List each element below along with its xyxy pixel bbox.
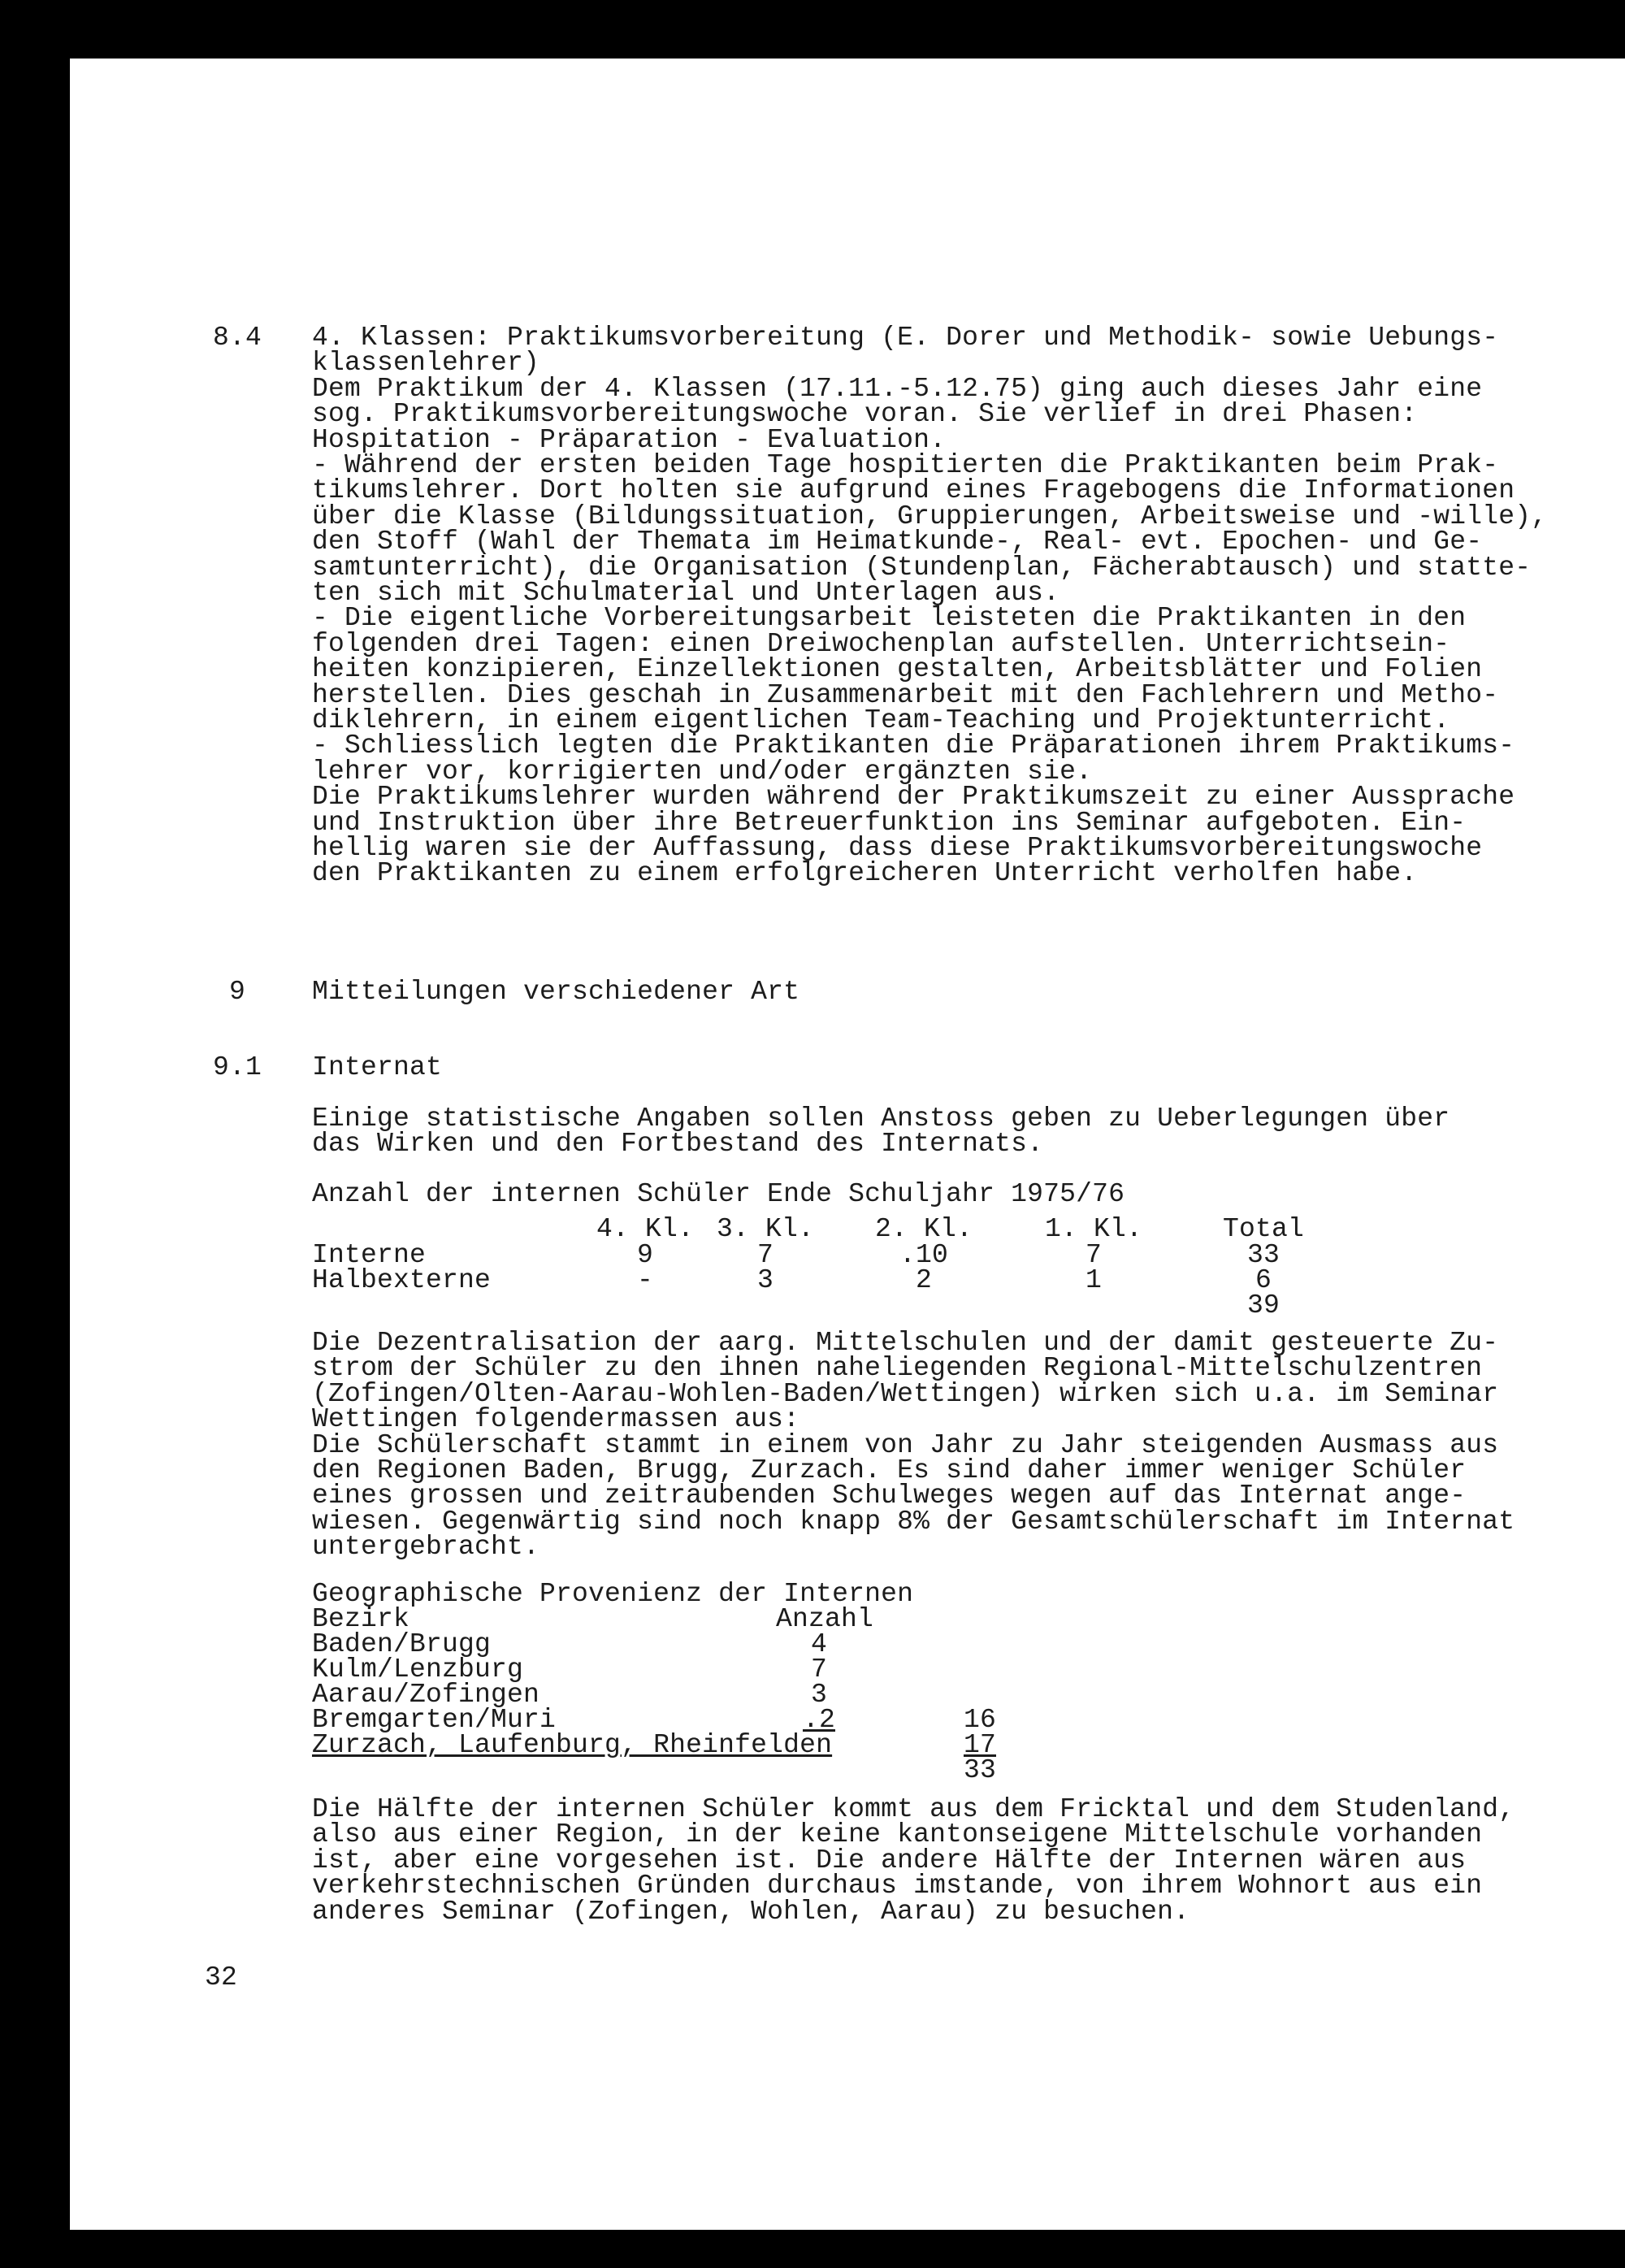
geo-row-bezirk: Kulm/Lenzburg [312,1654,524,1685]
geo-row-subtotal: 17 [963,1730,996,1760]
paragraph-line: Die Hälfte der internen Schüler kommt aus dem Fricktal und dem Studenland, [312,1794,1515,1824]
section-8-4-line: Hospitation - Präparation - Evaluation. [312,424,947,455]
section-8-4-line: Dem Praktikum der 4. Klassen (17.11.-5.12.75) ging auch dieses Jahr eine [312,373,1483,404]
paragraph-line: also aus einer Region, in der keine kantonseigene Mittelschule vorhanden [312,1819,1483,1850]
geo-row-anzahl: 4 [810,1629,827,1659]
table-cell: 3 [756,1265,774,1295]
page-number: 32 [205,1962,238,1993]
section-8-4-line: klassenlehrer) [312,348,540,379]
section-number-9-1: 9.1 [213,1052,262,1082]
table-cell: 9 [636,1240,653,1270]
section-8-4-line: herstellen. Dies geschah in Zusammenarbeit mit den Fachlehrern und Metho- [312,679,1499,710]
paragraph-line: Wettingen folgendermassen aus: [312,1404,800,1435]
geo-row-bezirk: Zurzach, Laufenburg, Rheinfelden [312,1730,833,1760]
section-number-9: 9 [229,977,246,1007]
table-row-total: 6 [1254,1265,1272,1295]
table-header: 3. Kl. [716,1214,815,1244]
geo-row-bezirk: Bremgarten/Muri [312,1705,557,1735]
section-8-4-line: - Die eigentliche Vorbereitungsarbeit leisteten die Praktikanten in den [312,603,1467,634]
table-title: Anzahl der internen Schüler Ende Schuljahr 1975/76 [312,1179,1125,1209]
section-8-4-line: Die Praktikumslehrer wurden während der Praktikumszeit zu einer Aussprache [312,782,1515,813]
geo-total: 33 [963,1755,996,1785]
geo-row-anzahl: 7 [810,1654,827,1685]
table-header: Total [1222,1214,1305,1244]
section-8-4-line: samtunterricht), die Organisation (Stundenplan, Fächerabtausch) und statte- [312,552,1532,583]
table-cell: - [636,1265,653,1295]
section-8-4-line: sog. Praktikumsvorbereitungswoche voran. Sie verlief in drei Phasen: [312,399,1418,430]
table-cell: .10 [899,1240,948,1270]
section-9-title: Mitteilungen verschiedener Art [312,977,800,1007]
paragraph-line: verkehrstechnischen Gründen durchaus imstande, von ihrem Wohnort aus ein [312,1871,1483,1902]
table-header: 4. Kl. [596,1214,695,1244]
section-8-4-line: diklehrern, in einem eigentlichen Team-Teaching und Projektunterricht. [312,705,1450,735]
section-8-4-line: und Instruktion über ihre Betreuerfunktion ins Seminar aufgeboten. Ein- [312,807,1467,838]
section-8-4-line: tikumslehrer. Dort holten sie aufgrund eines Fragebogens die Informationen [312,475,1515,506]
section-8-4-line: ten sich mit Schulmaterial und Unterlagen aus. [312,578,1060,608]
paragraph-line: ist, aber eine vorgesehen ist. Die andere Hälfte der Internen wären aus [312,1845,1467,1876]
table-grand-total: 39 [1246,1290,1280,1320]
section-9-1-title: Internat [312,1052,443,1082]
geo-row-anzahl: 3 [810,1680,827,1710]
section-8-4-line: den Stoff (Wahl der Themata im Heimatkunde-, Real- evt. Epochen- und Ge- [312,527,1483,557]
section-8-4-line: folgenden drei Tagen: einen Dreiwochenplan aufstellen. Unterrichtsein- [312,628,1450,659]
section-8-4-line: 4. Klassen: Praktikumsvorbereitung (E. Dorer und Methodik- sowie Uebungs- [312,323,1499,353]
table-cell: 2 [915,1265,932,1295]
paragraph-line: wiesen. Gegenwärtig sind noch knapp 8% der Gesamtschülerschaft im Internat [312,1506,1515,1537]
intro-line: das Wirken und den Fortbestand des Internats. [312,1129,1044,1160]
section-8-4-line: hellig waren sie der Auffassung, dass diese Praktikumsvorbereitungswoche [312,833,1483,863]
table-row-label: Interne [312,1240,427,1270]
geo-row-bezirk: Baden/Brugg [312,1629,492,1659]
geo-header-bezirk: Bezirk [312,1604,410,1634]
section-number-8-4: 8.4 [213,323,262,353]
section-8-4-line: lehrer vor, korrigierten und/oder ergänzten sie. [312,756,1093,787]
table-cell: 7 [756,1240,774,1270]
paragraph-line: anderes Seminar (Zofingen, Wohlen, Aarau) zu besuchen. [312,1896,1190,1927]
section-8-4-line: - Schliesslich legten die Praktikanten die Präparationen ihrem Praktikums- [312,731,1515,761]
table-cell: 7 [1085,1240,1102,1270]
section-8-4-line: - Während der ersten beiden Tage hospitierten die Praktikanten beim Prak- [312,450,1499,480]
paragraph-line: Die Dezentralisation der aarg. Mittelschulen und der damit gesteuerte Zu- [312,1328,1499,1358]
table-header: 1. Kl. [1044,1214,1143,1244]
geo-title: Geographische Provenienz der Internen [312,1579,914,1609]
geo-row-bezirk: Aarau/Zofingen [312,1680,540,1710]
paragraph-line: den Regionen Baden, Brugg, Zurzach. Es sind daher immer weniger Schüler [312,1455,1467,1485]
table-row-label: Halbexterne [312,1265,492,1295]
geo-header-anzahl: Anzahl [776,1604,874,1634]
section-8-4-line: den Praktikanten zu einem erfolgreicheren Unterricht verholfen habe. [312,858,1418,889]
paragraph-line: untergebracht. [312,1532,540,1563]
geo-row-subtotal: 16 [963,1705,996,1735]
section-8-4-line: über die Klasse (Bildungssituation, Gruppierungen, Arbeitsweise und -wille), [312,501,1548,531]
table-cell: 1 [1085,1265,1102,1295]
table-row-total: 33 [1246,1240,1280,1270]
paragraph-line: Die Schülerschaft stammt in einem von Jahr zu Jahr steigenden Ausmass aus [312,1429,1499,1460]
paragraph-line: eines grossen und zeitraubenden Schulweges wegen auf das Internat ange- [312,1481,1467,1511]
paragraph-line: (Zofingen/Olten-Aarau-Wohlen-Baden/Wettingen) wirken sich u.a. im Seminar [312,1378,1499,1409]
table-header: 2. Kl. [874,1214,973,1244]
geo-row-anzahl: .2 [802,1705,835,1735]
intro-line: Einige statistische Angaben sollen Anstoss geben zu Ueberlegungen über [312,1104,1450,1134]
section-8-4-line: heiten konzipieren, Einzellektionen gestalten, Arbeitsblätter und Folien [312,654,1483,685]
paragraph-line: strom der Schüler zu den ihnen naheliegenden Regional-Mittelschulzentren [312,1353,1483,1384]
